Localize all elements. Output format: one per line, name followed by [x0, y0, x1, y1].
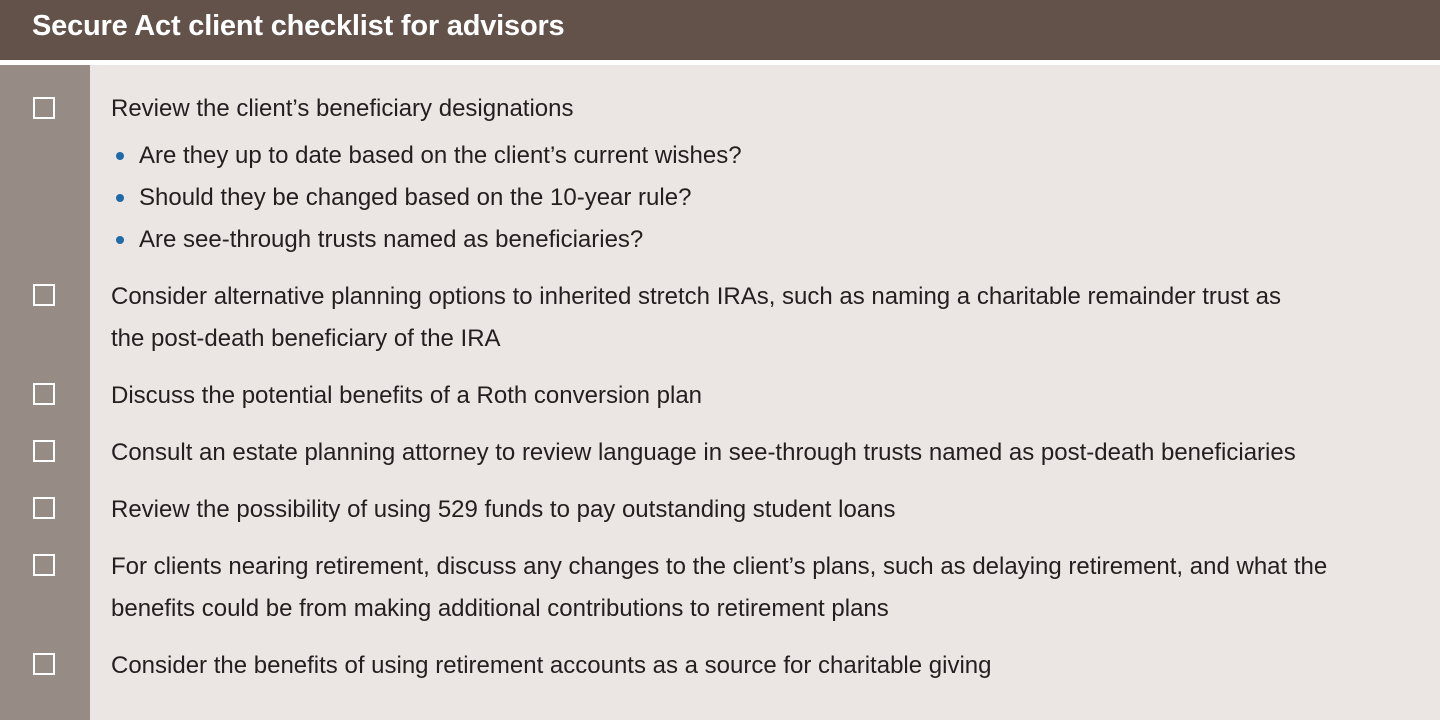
page-title: Secure Act client checklist for advisors — [32, 10, 565, 42]
checklist-item-6-line-1: For clients nearing retirement, discuss any changes to the client’s plans, such as delaying retirement, and what the — [111, 553, 1328, 580]
checklist-item-5-line-1: Review the possibility of using 529 funds to pay outstanding student loans — [111, 496, 896, 523]
bullet-dot-icon — [116, 194, 124, 202]
bullet-dot-icon — [116, 236, 124, 244]
checkbox-item-1[interactable] — [33, 97, 55, 119]
checklist-item-1-line-1: Review the client’s beneficiary designations — [111, 95, 574, 122]
checklist-item-6-line-2: benefits could be from making additional contributions to retirement plans — [111, 595, 889, 622]
checklist-item-7-line-1: Consider the benefits of using retirement accounts as a source for charitable giving — [111, 652, 992, 679]
checklist-item-1-bullet-2: Should they be changed based on the 10-year rule? — [139, 184, 692, 211]
checklist-item-2-line-2: the post-death beneficiary of the IRA — [111, 325, 501, 352]
checklist-item-2-line-1: Consider alternative planning options to inherited stretch IRAs, such as naming a charitable remainder trust as — [111, 283, 1281, 310]
checklist-item-1-bullet-3: Are see-through trusts named as beneficiaries? — [139, 226, 644, 253]
checklist-header — [0, 0, 1440, 60]
checklist-item-1-bullet-1: Are they up to date based on the client’s current wishes? — [139, 142, 742, 169]
checkbox-item-7[interactable] — [33, 653, 55, 675]
checklist-item-3-line-1: Discuss the potential benefits of a Roth conversion plan — [111, 382, 703, 409]
checklist-body — [0, 65, 1440, 720]
checkbox-item-2[interactable] — [33, 284, 55, 306]
checkbox-item-6[interactable] — [33, 554, 55, 576]
checkbox-item-3[interactable] — [33, 383, 55, 405]
checkbox-item-4[interactable] — [33, 440, 55, 462]
checklist-item-4-line-1: Consult an estate planning attorney to review language in see-through trusts named as post-death beneficiaries — [111, 439, 1296, 466]
checkbox-item-5[interactable] — [33, 497, 55, 519]
bullet-dot-icon — [116, 152, 124, 160]
